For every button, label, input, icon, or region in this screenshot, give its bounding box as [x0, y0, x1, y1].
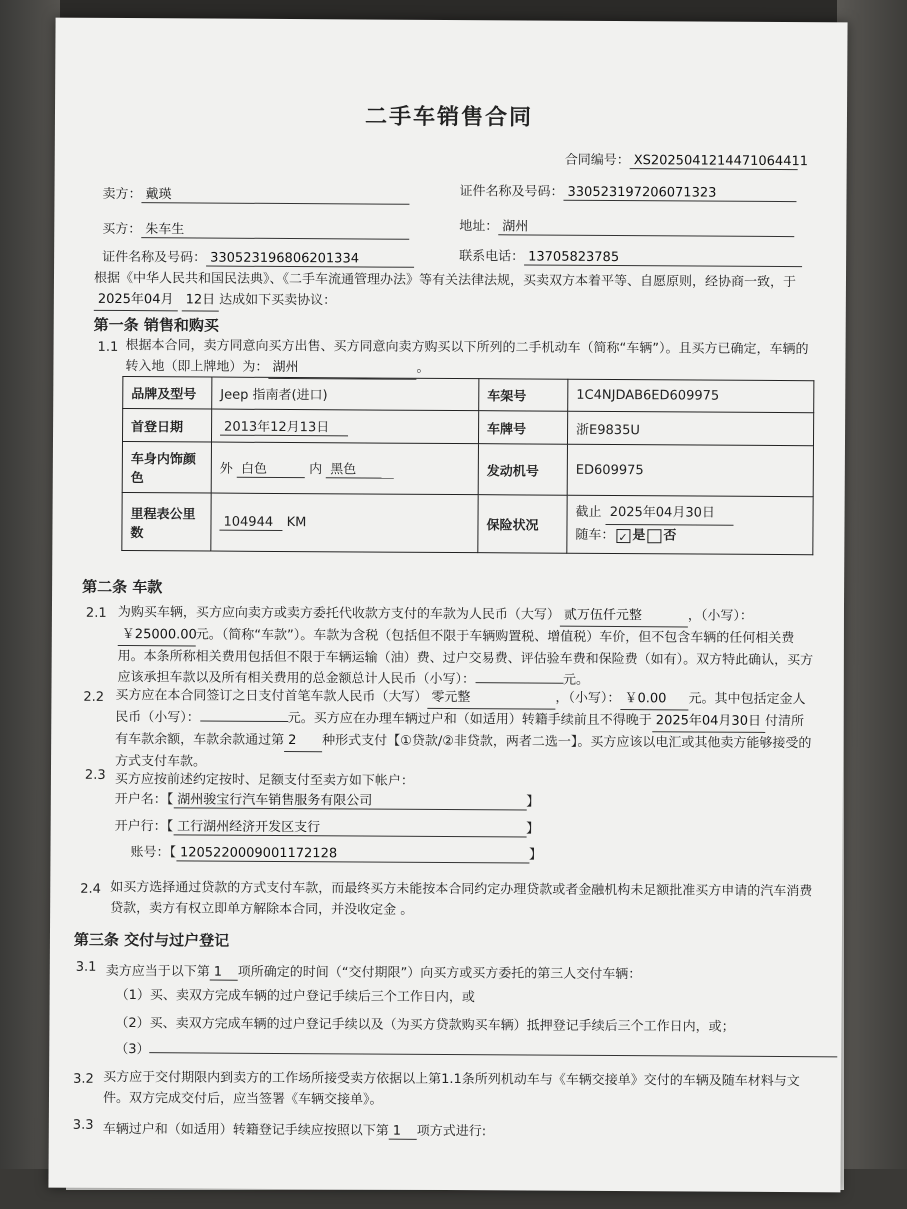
payment-option: 2 [284, 730, 322, 752]
price-upper: 贰万伍仟元整 [560, 605, 688, 628]
interior-color: 黑色 [326, 458, 394, 478]
section-2-2-method-text: 付清所有车款余额，车款余款通过第 [115, 713, 805, 749]
section-3-1-option-1: （1）买、卖双方完成车辆的过户登记手续后三个工作日内，或 [115, 987, 475, 1006]
mileage-label: 里程表公里数 [122, 493, 211, 552]
address-label: 地址： [459, 219, 499, 235]
phone-row [459, 245, 802, 267]
seller-name: 戴瑛 [141, 183, 409, 205]
insurance-date: 2025年04月30日 [606, 502, 734, 526]
total-amount-blank [475, 682, 563, 684]
registration-place: 湖州 [268, 357, 416, 380]
intro-date-month: 2025年04月 [94, 289, 178, 312]
intro-text: 根据《中华人民共和国民法典》、《二手车流通管理办法》等有关法律法规，买卖双方本着平等、自愿原则，经协商一致，于 [93, 270, 797, 291]
section-3-3-number: 3.3 [72, 1117, 94, 1133]
buyer-id-value: 330523196806201334 [206, 251, 414, 268]
no-label: 否 [663, 528, 677, 544]
vin-value: 1C4NJDAB6ED609975 [568, 379, 814, 413]
registration-date-value: 2013年12月13日 [220, 416, 348, 437]
section-2-1-number: 2.1 [85, 605, 107, 621]
section-1-1-text: 根据本合同，卖方同意向买方出售、买方同意向卖方购买以下所列的二手机动车（简称“车辆”）。且买方已确定，车辆的转入地（即上牌地）为： [125, 338, 809, 375]
document-title: 二手车销售合同 [364, 104, 534, 131]
account-name-row [115, 788, 540, 811]
registration-date-label: 首登日期 [122, 409, 211, 443]
buyer-id-label: 证件名称及号码： [102, 249, 207, 266]
section-3-1-text-end: 项所确定的时间（“交付期限”）向买方或买方委托的第三人交付车辆： [237, 964, 642, 983]
article-3-title: 第三条 交付与过户登记 [73, 930, 230, 950]
contract-number-value: XS2025041214471064411 [630, 153, 798, 170]
account-bank-label: 开户行：【 [114, 818, 174, 835]
table-row [123, 377, 814, 413]
exterior-prefix: 外 [219, 461, 233, 477]
account-number-row [130, 841, 542, 864]
section-2-3-text: 买方应按前述约定按时、足额支付至卖方如下帐户： [114, 771, 414, 789]
account-name-value: 湖州骏宝行汽车销售服务有限公司 [173, 788, 526, 810]
section-3-2-number: 3.2 [73, 1071, 94, 1087]
contract-number [564, 149, 809, 170]
section-2-1-end: 元。 [563, 672, 590, 688]
section-2-1-text: 为购买车辆，买方应向卖方或卖方委托代收款方支付的车款为人民币（大写） [117, 604, 561, 623]
table-row [122, 409, 813, 446]
seller-id-value: 330523197206071323 [563, 185, 796, 202]
section-2-3-number: 2.3 [84, 767, 106, 783]
section-2-2 [115, 685, 816, 776]
registration-date-cell [211, 409, 478, 444]
contract-page [48, 18, 847, 1193]
section-3-3-text: 车辆过户和（如适用）转籍登记手续应按照以下第 [102, 1121, 389, 1139]
section-2-2-deadline-text: 元。买方应在办理车辆过户和（如适用）转籍手续前且不得晚于 [287, 711, 652, 729]
buyer-id-row [102, 246, 414, 268]
seller-label: 卖方： [102, 186, 142, 203]
section-3-1-number: 3.1 [75, 959, 97, 975]
vin-label: 车架号 [479, 379, 568, 412]
insurance-cell [567, 495, 813, 555]
section-1-1-end: 。 [416, 360, 430, 376]
plate-value: 浙E9835U [567, 411, 813, 446]
section-2-1 [117, 602, 818, 692]
deposit-blank [200, 720, 288, 722]
buyer-label: 买方： [102, 221, 142, 238]
engine-label: 发动机号 [478, 444, 567, 496]
no-checkbox[interactable] [647, 529, 661, 543]
with-car-label: 随车： [575, 527, 615, 544]
intro-date-day: 12日 [182, 289, 220, 311]
section-2-2-text: 买方应在本合同签订之日支付首笔车款人民币（大写） [115, 687, 428, 705]
bracket-close: 】 [526, 794, 540, 810]
insurance-prefix: 截止 [575, 504, 602, 520]
price-lower: ￥25000.00 [118, 624, 196, 646]
section-1-1-number: 1.1 [97, 339, 119, 355]
table-row [122, 493, 813, 555]
insurance-label: 保险状况 [478, 495, 567, 554]
section-3-2-text: 买方应于交付期限内到卖方的工作场所接受卖方依据以上第1.1条所列机动车与《车辆交接单》交付的车辆及随车材料与文件。双方完成交付后，应当签署《车辆交接单》。 [102, 1069, 800, 1108]
section-2-2-number: 2.2 [83, 689, 105, 705]
account-name-label: 开户名：【 [114, 791, 174, 808]
exterior-color: 白色 [237, 458, 305, 478]
section-1-1 [125, 335, 815, 382]
article-2-title: 第二条 车款 [82, 577, 163, 597]
option-3-blank [150, 1052, 838, 1057]
address-row [459, 215, 794, 237]
interior-prefix: 内 [309, 462, 323, 478]
buyer-name: 朱车生 [141, 218, 409, 240]
first-payment-upper: 零元整 [427, 687, 555, 710]
plate-label: 车牌号 [478, 411, 567, 445]
yes-label: 是 [632, 528, 646, 544]
background-right [837, 0, 907, 1209]
vehicle-table [121, 376, 814, 555]
buyer-row [102, 218, 409, 240]
deposit-label: 元。其中包括定金人民币（小写）： [115, 691, 806, 726]
engine-value: ED609975 [567, 444, 813, 497]
section-2-4-text: 如买方选择通过贷款的方式支付车款，而最终买方未能按本合同约定办理贷款或者金融机构未足额批准买方申请的汽车消费贷款，卖方有权立即单方解除本合同，并没收定金 。 [110, 879, 813, 918]
mileage-unit: KM [286, 514, 307, 530]
seller-id-label: 证件名称及号码： [459, 184, 564, 200]
account-bank-row [115, 815, 540, 838]
section-2-4-number: 2.4 [80, 881, 101, 897]
account-number-value: 1205220009001172128 [176, 845, 529, 863]
transfer-option: 1 [389, 1124, 417, 1140]
seller-row [102, 183, 409, 205]
section-3-1 [106, 960, 642, 983]
intro-paragraph [94, 268, 814, 315]
color-label: 车身内饰颜色 [122, 442, 211, 494]
section-3-1-option-3 [115, 1038, 837, 1061]
brand-value: Jeep 指南者(进口) [212, 377, 479, 411]
section-2-2-end: 种形式支付【①贷款/②非贷款，两者二选一】。买方应该以电汇或其他卖方能够接受的方式支付车款。 [114, 733, 812, 770]
seller-id-row [459, 180, 796, 202]
section-3-3-text-end: 项方式进行: [416, 1123, 487, 1140]
yes-checkbox[interactable] [616, 529, 630, 543]
section-3-1-text: 卖方应当于以下第 [105, 963, 210, 980]
brand-label: 品牌及型号 [123, 377, 212, 410]
article-1-title: 第一条 销售和购买 [93, 315, 219, 335]
address-value: 湖州 [498, 215, 794, 237]
color-cell [211, 442, 478, 495]
first-payment-lower-label: ，（小写）： [555, 690, 621, 707]
intro-text-end: 达成如下买卖协议： [219, 292, 337, 309]
balance-deadline: 2025年04月30日 [652, 710, 765, 733]
delivery-option: 1 [210, 965, 238, 981]
option-3-label: （3） [115, 1041, 150, 1058]
account-number-label: 账号：【 [130, 845, 177, 861]
section-2-1-body: 元。（简称“车款”）。车款为含税（包括但不限于车辆购置税、增值税）车价，但不包含车辆的任何相关费用。本条所称相关费用包括但不限于车辆运输（油）费、过户交易费、评估验车费和保险费（如有）。双方特此确认，买方应该承担车款以及所有相关费用的总金额总计人民币（小写）： [117, 627, 814, 688]
section-2-1-lower-label: ，（小写）： [687, 608, 754, 624]
phone-value: 13705823785 [524, 249, 802, 267]
phone-label: 联系电话： [459, 249, 525, 265]
mileage-cell [211, 493, 478, 553]
bracket-close: 】 [526, 821, 540, 837]
bracket-close: 】 [528, 847, 543, 863]
section-3-3 [103, 1118, 487, 1140]
mileage-value: 104944 [219, 514, 282, 530]
contract-number-label: 合同编号： [564, 152, 630, 169]
first-payment-lower: ￥0.00 [620, 688, 688, 710]
section-3-1-option-2: （2）买、卖双方完成车辆的过户登记手续以及（为买方贷款购买车辆）抵押登记手续后三个工作日内，或； [115, 1015, 735, 1035]
account-bank-value: 工行湖州经济开发区支行 [173, 815, 526, 837]
table-row [122, 442, 813, 497]
